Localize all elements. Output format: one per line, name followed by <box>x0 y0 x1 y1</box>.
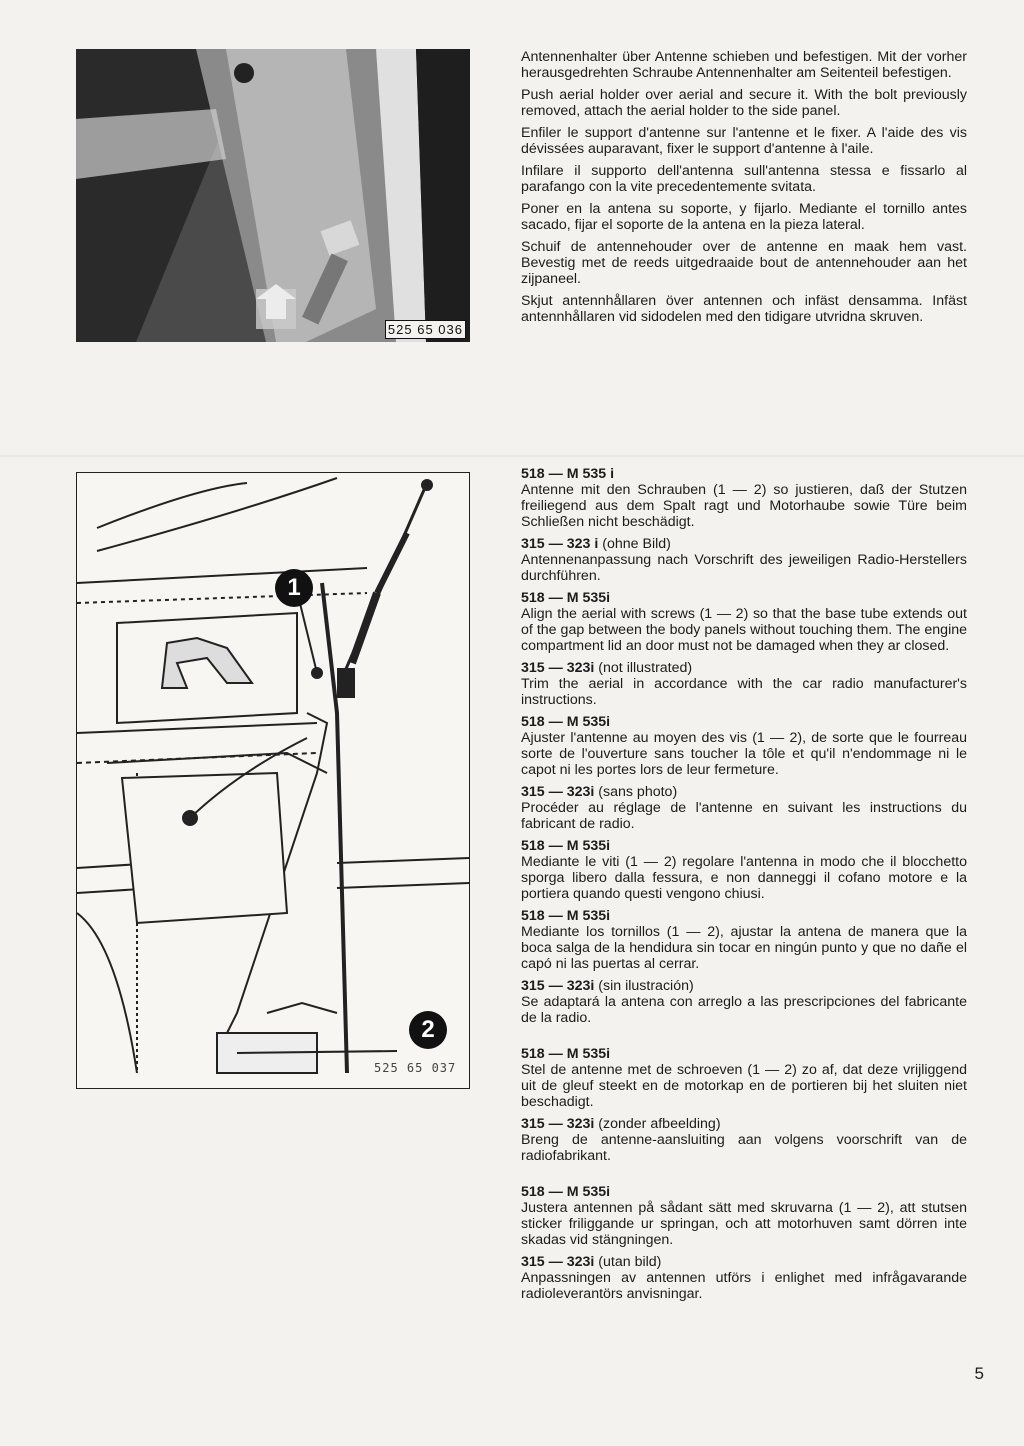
section-text: Justera antennen på sådant sätt med skruvarna (1 — 2), att stutsen sticker friliggande ur springan, och att motorhuven samt dörren inte skadas vid stängningen. <box>521 1200 967 1248</box>
section-text-2: Trim the aerial in accordance with the car radio manufacturer's instructions. <box>521 676 967 708</box>
model-heading-2: 315 — 323i (sin ilustración) <box>521 978 694 994</box>
model-heading: 518 — M 535i <box>521 908 611 924</box>
callout-1: 1 <box>275 569 313 607</box>
section-fr <box>521 714 967 832</box>
model-heading-2: 315 — 323i (zonder afbeelding) <box>521 1116 721 1132</box>
drawing-code: 525 65 037 <box>374 1061 457 1075</box>
section-text-2: Se adaptará la antena con arreglo a las prescripciones del fabricante de la radio. <box>521 994 967 1026</box>
model-heading: 518 — M 535i <box>521 1046 611 1062</box>
section-text: Mediante le viti (1 — 2) regolare l'antenna in modo che il blocchetto sporga libero dalla fessura, e non danneggi il cofano motore e la portiera quando questi vengono chiusi. <box>521 854 967 902</box>
drawing-image <box>77 473 469 1088</box>
model-heading: 518 — M 535i <box>521 590 611 606</box>
section-text-2: Procéder au réglage de l'antenne en suivant les instructions du fabricant de radio. <box>521 800 967 832</box>
model-heading-2: 315 — 323i (not illustrated) <box>521 660 693 676</box>
page-number: 5 <box>974 1364 984 1383</box>
section-en <box>521 590 967 708</box>
section-sv <box>521 1184 967 1302</box>
page-fold <box>0 455 1024 457</box>
section-text-2: Anpassningen av antennen utförs i enlighet med infrågavarande radioleverantörs anvisningar. <box>521 1270 967 1302</box>
paragraph-sv: Skjut antennhållaren över antennen och infäst densamma. Infäst antennhållaren vid sidodelen med den tidigare utvridna skruven. <box>521 293 967 325</box>
paragraph-nl: Schuif de antennehouder over de antenne en maak hem vast. Bevestig met de reeds uitgedraaide bout de antennehouder aan het zijpaneel. <box>521 239 967 287</box>
section-nl <box>521 1046 967 1164</box>
section-es <box>521 908 967 1026</box>
section-it <box>521 838 967 902</box>
callout-2: 2 <box>409 1011 447 1049</box>
paragraph-en: Push aerial holder over aerial and secure it. With the bolt previously removed, attach the aerial holder to the side panel. <box>521 87 967 119</box>
section-text: Ajuster l'antenne au moyen des vis (1 — 2), de sorte que le fourreau sorte de l'ouverture sans toucher la tôle et qu'il n'endommage ni le capot ni les portes lors de leur fermeture. <box>521 730 967 778</box>
photo-aerial-holder <box>76 49 470 342</box>
paragraph-es: Poner en la antena su soporte, y fijarlo. Mediante el tornillo antes sacado, fijar el soporte de la antena en la pieza lateral. <box>521 201 967 233</box>
model-heading-2: 315 — 323i (utan bild) <box>521 1254 662 1270</box>
section-de <box>521 466 967 584</box>
section-text: Align the aerial with screws (1 — 2) so that the base tube extends out of the gap between the body panels without touching them. The engine compartment lid an door must not be damaged when they ar closed. <box>521 606 967 654</box>
section-text: Mediante los tornillos (1 — 2), ajustar la antena de manera que la boca salga de la hendidura sin tocar en ningún punto y que no dañe el capó ni las puertas al cerrar. <box>521 924 967 972</box>
drawing-aerial-adjustment <box>76 472 470 1089</box>
instructions-column <box>521 466 967 1308</box>
photo-code: 525 65 036 <box>385 320 466 339</box>
model-heading: 518 — M 535i <box>521 714 611 730</box>
paragraph-fr: Enfiler le support d'antenne sur l'antenne et le fixer. A l'aide des vis dévissées auparavant, fixer le support d'antenne à l'aile. <box>521 125 967 157</box>
section-text-2: Breng de antenne-aansluiting aan volgens voorschrift van de radiofabrikant. <box>521 1132 967 1164</box>
photo-image <box>76 49 470 342</box>
paragraph-it: Infilare il supporto dell'antenna sull'antenna stessa e fissarlo al parafango con la vite precedentemente svitata. <box>521 163 967 195</box>
section-text-2: Antennenanpassung nach Vorschrift des jeweiligen Radio-Herstellers durchführen. <box>521 552 967 584</box>
model-heading-2: 315 — 323 i (ohne Bild) <box>521 536 671 552</box>
top-text-column <box>521 49 967 331</box>
model-heading-2: 315 — 323i (sans photo) <box>521 784 678 800</box>
model-heading: 518 — M 535i <box>521 838 611 854</box>
paragraph-de: Antennenhalter über Antenne schieben und befestigen. Mit der vorher herausgedrehten Schraube Antennenhalter am Seitenteil befestigen. <box>521 49 967 81</box>
section-text: Stel de antenne met de schroeven (1 — 2) zo af, dat deze vrijliggend uit de gleuf steekt en de motorkap en de portieren bij het sluiten niet beschadigt. <box>521 1062 967 1110</box>
model-heading: 518 — M 535i <box>521 1184 611 1200</box>
model-heading: 518 — M 535 i <box>521 466 615 482</box>
section-text: Antenne mit den Schrauben (1 — 2) so justieren, daß der Stutzen freiliegend aus dem Spalt ragt und Motorhaube sowie Türe beim Schließen nicht beschädigt. <box>521 482 967 530</box>
